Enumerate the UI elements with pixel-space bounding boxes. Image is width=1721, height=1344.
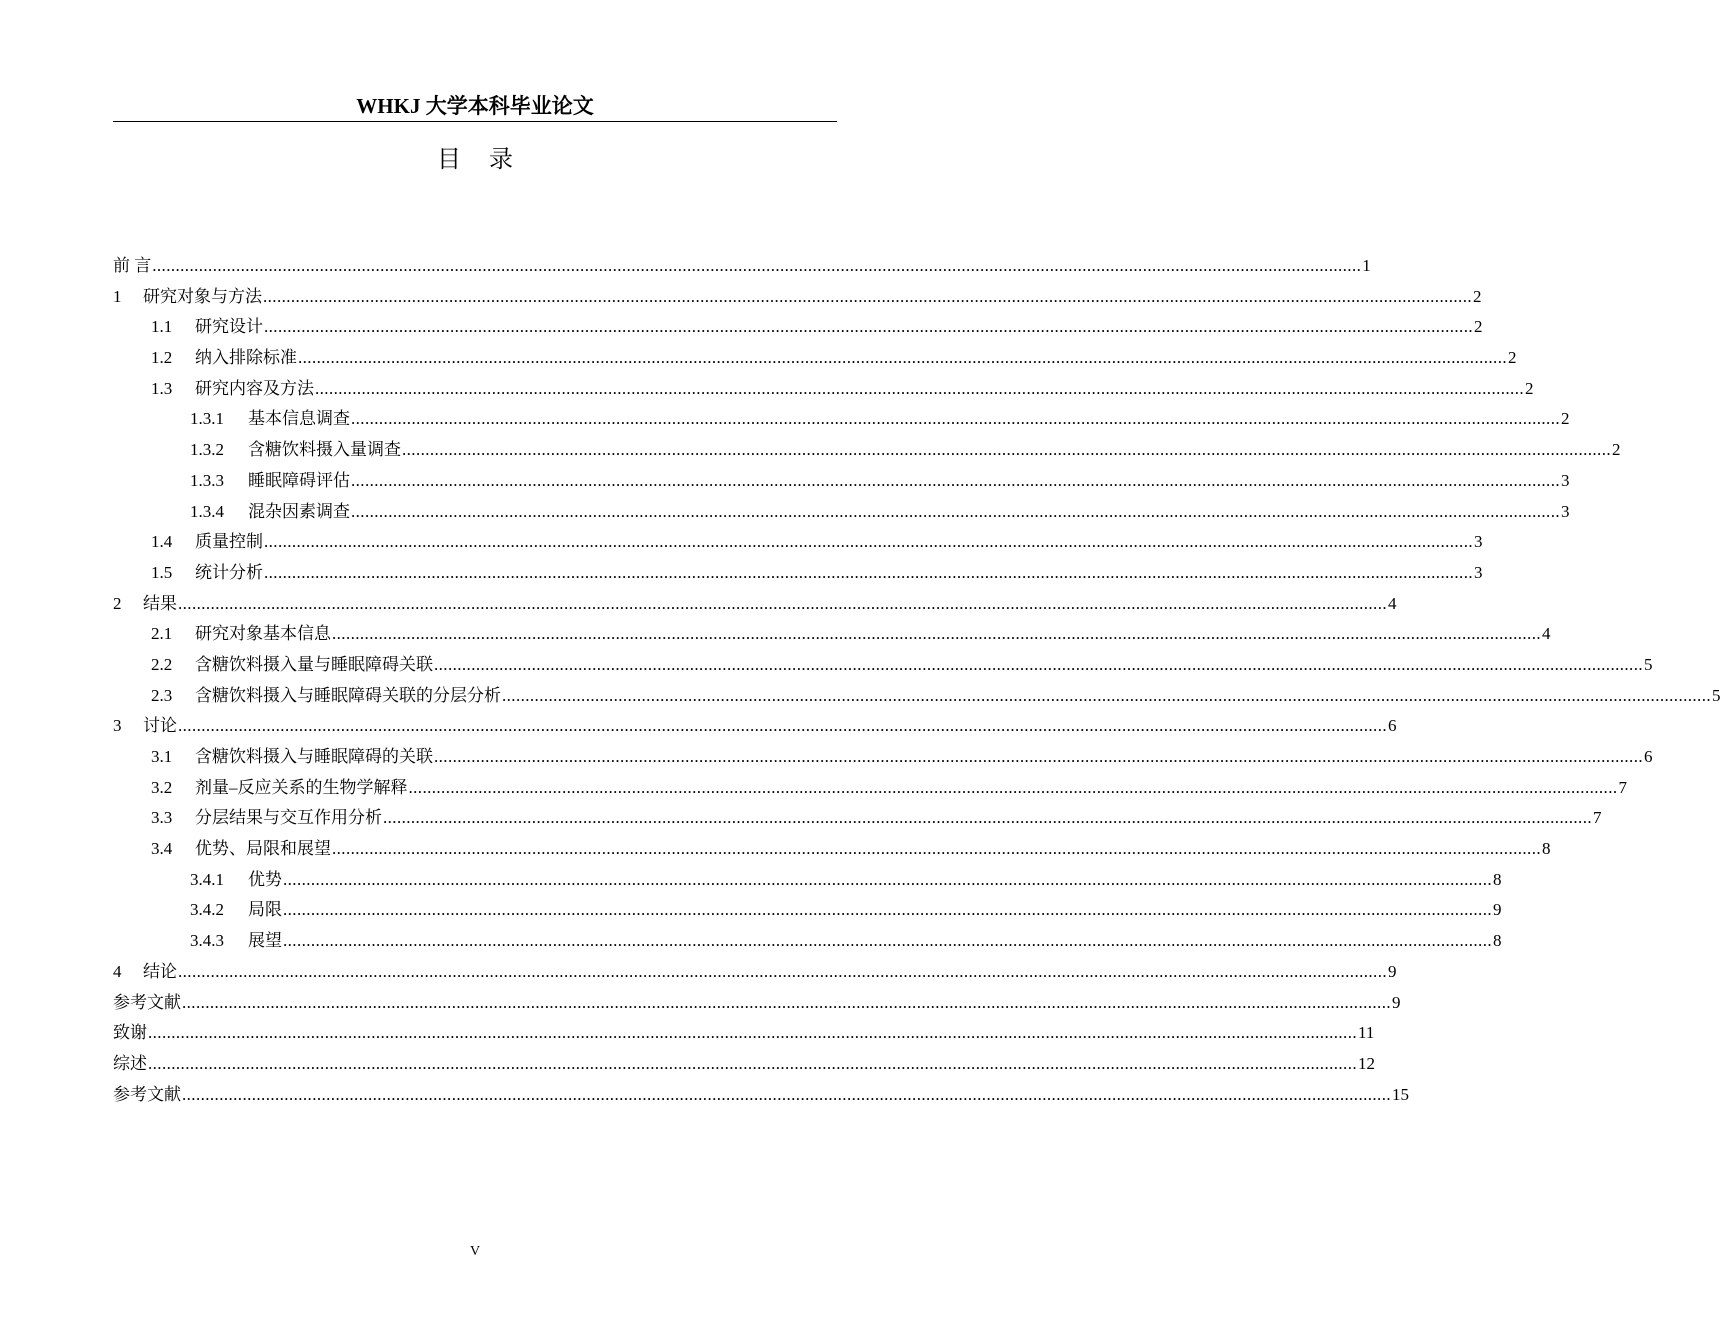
toc-entry-title: 睡眠障碍评估	[248, 470, 350, 490]
toc-entry-page: 4	[1388, 593, 1397, 613]
toc-dot-leader: ....................................................................................................................................................................................................................................................................	[152, 256, 1362, 275]
toc-entry-page: 5	[1712, 685, 1721, 705]
toc-entry-page: 1	[1362, 256, 1371, 275]
toc-entry-title: 研究对象基本信息	[195, 624, 331, 644]
toc-dot-leader: ....................................................................................................................................................................................................................................................................	[332, 624, 1541, 644]
toc-dot-leader: ....................................................................................................................................................................................................................................................................	[283, 931, 1492, 951]
toc-dot-leader: ....................................................................................................................................................................................................................................................................	[178, 961, 1387, 981]
toc-entry-page: 5	[1644, 654, 1653, 674]
toc-entry-number: 1.4	[151, 532, 173, 552]
toc-entry[interactable]	[113, 650, 1653, 681]
toc-dot-leader: ....................................................................................................................................................................................................................................................................	[434, 747, 1643, 766]
toc-entry-page: 8	[1493, 931, 1502, 951]
toc-entry-number: 3.3	[151, 808, 173, 828]
toc-dot-leader: ....................................................................................................................................................................................................................................................................	[502, 685, 1711, 705]
document-header-title: WHKJ 大学本科毕业论文	[356, 94, 594, 118]
toc-entry[interactable]	[113, 773, 1627, 804]
toc-entry-page: 3	[1561, 470, 1570, 490]
toc-dot-leader: ....................................................................................................................................................................................................................................................................	[332, 839, 1541, 859]
toc-entry[interactable]	[113, 834, 1551, 865]
toc-entry-page: 6	[1644, 747, 1653, 766]
toc-dot-leader: ....................................................................................................................................................................................................................................................................	[263, 286, 1472, 306]
toc-dot-leader: ....................................................................................................................................................................................................................................................................	[178, 716, 1387, 736]
toc-entry-title: 研究内容及方法	[195, 378, 314, 398]
toc-entry-page: 3	[1561, 501, 1570, 521]
toc-entry-number: 2	[113, 593, 122, 613]
toc-entry-page: 8	[1493, 869, 1502, 889]
toc-entry-number: 3.4.2	[190, 900, 224, 920]
toc-dot-leader: ....................................................................................................................................................................................................................................................................	[148, 1053, 1357, 1073]
toc-entry-page: 3	[1474, 532, 1483, 552]
toc-entry-title: 参考文献	[113, 1084, 181, 1104]
toc-entry[interactable]	[113, 895, 1502, 926]
toc-dot-leader: ....................................................................................................................................................................................................................................................................	[283, 869, 1492, 889]
toc-entry[interactable]	[113, 988, 1401, 1019]
toc-entry[interactable]	[113, 404, 1570, 435]
toc-entry[interactable]	[113, 497, 1570, 528]
toc-dot-leader: ....................................................................................................................................................................................................................................................................	[182, 992, 1391, 1012]
toc-entry-number: 4	[113, 961, 122, 981]
toc-dot-leader: ....................................................................................................................................................................................................................................................................	[351, 501, 1560, 521]
table-of-contents	[113, 251, 1721, 1110]
toc-entry[interactable]	[113, 926, 1502, 957]
toc-entry-page: 4	[1542, 624, 1551, 644]
toc-entry[interactable]	[113, 1080, 1409, 1111]
page-number: V	[469, 1244, 481, 1259]
toc-entry-title: 含糖饮料摄入与睡眠障碍关联的分层分析	[195, 685, 501, 705]
toc-entry[interactable]	[113, 435, 1621, 466]
toc-entry-page: 12	[1358, 1053, 1375, 1073]
toc-entry[interactable]	[113, 282, 1482, 313]
toc-entry-title: 质量控制	[195, 532, 263, 552]
toc-entry-title: 展望	[248, 931, 282, 951]
toc-entry[interactable]	[113, 865, 1502, 896]
toc-entry-page: 9	[1493, 900, 1502, 920]
toc-entry-title: 优势	[248, 869, 282, 889]
toc-entry[interactable]	[113, 1049, 1375, 1080]
toc-entry-page: 7	[1593, 808, 1602, 828]
toc-dot-leader: ....................................................................................................................................................................................................................................................................	[178, 593, 1387, 613]
toc-entry[interactable]	[113, 527, 1483, 558]
toc-dot-leader: ....................................................................................................................................................................................................................................................................	[264, 562, 1473, 582]
toc-entry-page: 9	[1392, 992, 1401, 1012]
toc-entry[interactable]	[113, 251, 1371, 282]
toc-entry-title: 研究设计	[195, 317, 263, 337]
toc-dot-leader: ....................................................................................................................................................................................................................................................................	[298, 348, 1507, 368]
toc-entry-title: 基本信息调查	[248, 409, 350, 429]
toc-entry-title: 混杂因素调查	[248, 501, 350, 521]
toc-entry[interactable]	[113, 589, 1397, 620]
toc-entry-title: 前 言	[113, 256, 152, 275]
toc-entry-number: 1.2	[151, 348, 173, 368]
toc-entry[interactable]	[113, 374, 1534, 405]
toc-dot-leader: ....................................................................................................................................................................................................................................................................	[402, 440, 1611, 460]
toc-entry-number: 3.4.3	[190, 931, 224, 951]
toc-entry-number: 1.3.2	[190, 440, 224, 460]
toc-entry-title: 参考文献	[113, 992, 181, 1012]
toc-entry-page: 15	[1392, 1084, 1409, 1104]
toc-entry-title: 致谢	[113, 1023, 147, 1043]
toc-entry-title: 结论	[143, 961, 177, 981]
toc-entry-page: 2	[1508, 348, 1517, 368]
toc-entry-page: 11	[1358, 1023, 1375, 1043]
toc-entry[interactable]	[113, 619, 1551, 650]
toc-dot-leader: ....................................................................................................................................................................................................................................................................	[315, 378, 1524, 398]
toc-dot-leader: ....................................................................................................................................................................................................................................................................	[264, 317, 1473, 337]
toc-dot-leader: ....................................................................................................................................................................................................................................................................	[351, 409, 1560, 429]
toc-heading: 目录	[437, 147, 541, 173]
toc-entry-title: 研究对象与方法	[143, 286, 262, 306]
toc-entry[interactable]	[113, 466, 1570, 497]
toc-entry-page: 7	[1618, 777, 1627, 797]
toc-entry-number: 1.3.3	[190, 470, 224, 490]
toc-entry[interactable]	[113, 711, 1397, 742]
toc-entry[interactable]	[113, 558, 1483, 589]
toc-entry-number: 1.1	[151, 317, 173, 337]
toc-entry-title: 含糖饮料摄入量与睡眠障碍关联	[195, 654, 433, 674]
toc-entry-number: 3.2	[151, 777, 173, 797]
toc-entry-number: 3	[113, 716, 122, 736]
toc-entry-number: 2.1	[151, 624, 173, 644]
toc-dot-leader: ....................................................................................................................................................................................................................................................................	[264, 532, 1473, 552]
toc-entry-number: 1.3	[151, 378, 173, 398]
toc-entry-page: 2	[1612, 440, 1621, 460]
toc-entry-number: 2.2	[151, 654, 173, 674]
toc-entry[interactable]	[113, 803, 1602, 834]
toc-dot-leader: ....................................................................................................................................................................................................................................................................	[283, 900, 1492, 920]
toc-entry-title: 结果	[143, 593, 177, 613]
toc-entry-title: 含糖饮料摄入与睡眠障碍的关联	[195, 747, 433, 766]
toc-entry-number: 3.1	[151, 747, 173, 766]
toc-entry-title: 讨论	[143, 716, 177, 736]
toc-entry-title: 分层结果与交互作用分析	[195, 808, 382, 828]
toc-dot-leader: ....................................................................................................................................................................................................................................................................	[383, 808, 1592, 828]
toc-entry-page: 2	[1561, 409, 1570, 429]
header-divider	[113, 121, 837, 122]
toc-entry-title: 优势、局限和展望	[195, 839, 331, 859]
toc-entry-page: 6	[1388, 716, 1397, 736]
toc-entry-number: 1.3.1	[190, 409, 224, 429]
toc-entry-number: 1.3.4	[190, 501, 224, 521]
toc-dot-leader: ....................................................................................................................................................................................................................................................................	[148, 1023, 1357, 1043]
toc-entry[interactable]	[113, 742, 1653, 773]
toc-entry-title: 含糖饮料摄入量调查	[248, 440, 401, 460]
toc-dot-leader: ....................................................................................................................................................................................................................................................................	[182, 1084, 1391, 1104]
toc-entry-page: 2	[1473, 286, 1482, 306]
toc-entry-number: 3.4.1	[190, 869, 224, 889]
toc-entry[interactable]	[113, 681, 1721, 712]
toc-entry-title: 纳入排除标准	[195, 348, 297, 368]
toc-entry[interactable]	[113, 312, 1483, 343]
toc-entry-title: 综述	[113, 1053, 147, 1073]
toc-entry-page: 3	[1474, 562, 1483, 582]
toc-entry-title: 剂量–反应关系的生物学解释	[195, 777, 408, 797]
toc-entry-number: 3.4	[151, 839, 173, 859]
toc-entry-title: 局限	[248, 900, 282, 920]
toc-entry-number: 2.3	[151, 685, 173, 705]
toc-entry-page: 2	[1474, 317, 1483, 337]
toc-dot-leader: ....................................................................................................................................................................................................................................................................	[408, 777, 1618, 797]
toc-entry[interactable]	[113, 1018, 1375, 1049]
toc-entry-page: 8	[1542, 839, 1551, 859]
toc-entry[interactable]	[113, 957, 1397, 988]
toc-entry-page: 2	[1525, 378, 1534, 398]
toc-dot-leader: ....................................................................................................................................................................................................................................................................	[434, 654, 1643, 674]
toc-entry-number: 1.5	[151, 562, 173, 582]
toc-entry[interactable]	[113, 343, 1517, 374]
toc-dot-leader: ....................................................................................................................................................................................................................................................................	[351, 470, 1560, 490]
toc-entry-title: 统计分析	[195, 562, 263, 582]
toc-entry-number: 1	[113, 286, 122, 306]
toc-entry-page: 9	[1388, 961, 1397, 981]
